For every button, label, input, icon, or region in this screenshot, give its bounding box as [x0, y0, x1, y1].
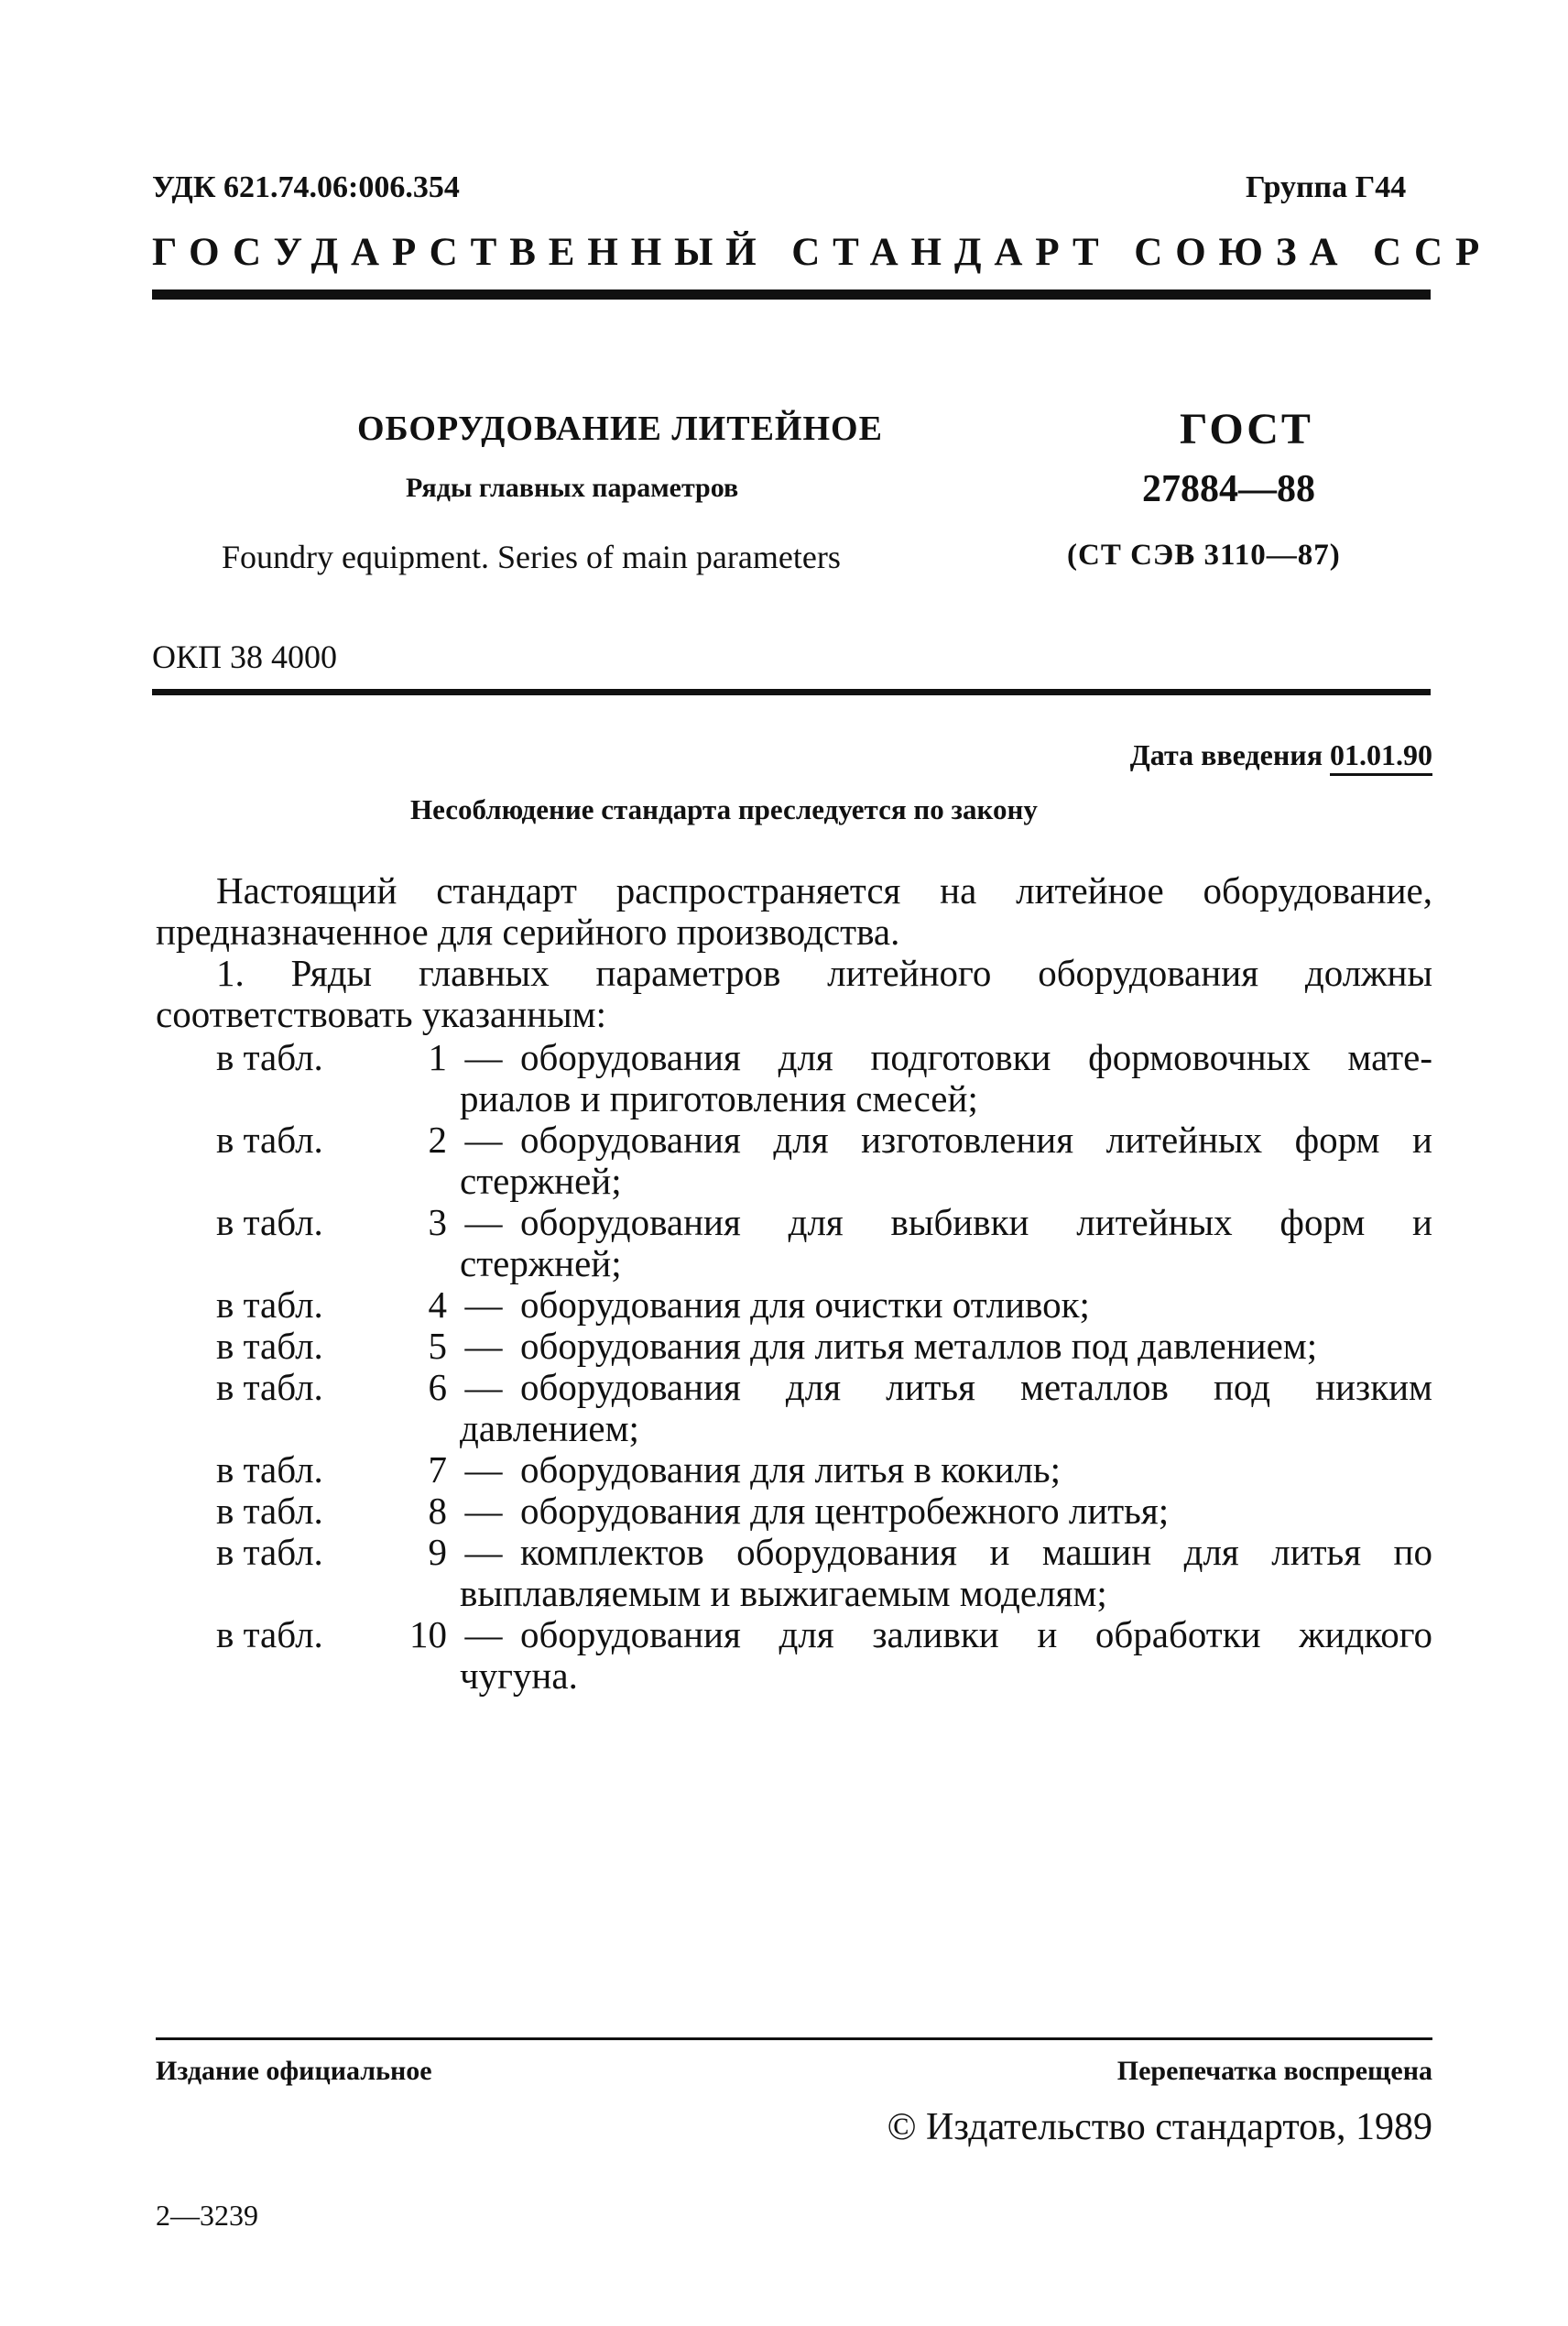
table-list-item-dash: —	[464, 1036, 503, 1078]
table-list-item-number: 4	[428, 1283, 447, 1326]
table-list-item-label: в табл.	[216, 1201, 323, 1243]
table-list-item-continuation: выплавляемым и выжигаемым моделям;	[460, 1572, 1107, 1614]
table-list-item-label: в табл.	[216, 1325, 323, 1367]
table-list-item-label: в табл.	[216, 1366, 323, 1408]
table-list-item-text: оборудования для подготовки формовочных мате-	[520, 1036, 1432, 1078]
table-list-item-text: оборудования для заливки и обработки жидкого	[520, 1613, 1432, 1655]
table-list-item-dash: —	[464, 1283, 503, 1326]
header-rule	[152, 289, 1431, 300]
table-list-item-number: 6	[428, 1366, 447, 1408]
intro-date-value: 01.01.90	[1330, 738, 1432, 776]
body-text	[156, 870, 1432, 1035]
table-list-item-dash: —	[464, 1366, 503, 1408]
table-list-item	[156, 1202, 1432, 1243]
clause-1: 1. Ряды главных параметров литейного оборудования должны соответствовать указанным:	[156, 952, 1432, 1035]
table-list-item-number: 8	[428, 1490, 447, 1532]
table-list-item-label: в табл.	[216, 1036, 323, 1078]
table-list-item-number: 5	[428, 1325, 447, 1367]
table-list-item	[156, 1037, 1432, 1078]
table-list-item-continuation: риалов и приготовления смесей;	[460, 1077, 978, 1119]
table-list-item-dash: —	[464, 1448, 503, 1491]
table-list-item-continuation: стержней;	[460, 1242, 622, 1284]
table-list-item-dash: —	[464, 1201, 503, 1243]
table-list-item-text: оборудования для изготовления литейных форм и	[520, 1119, 1432, 1161]
table-list-item-text: оборудования для выбивки литейных форм и	[520, 1201, 1432, 1243]
table-list-item-dash: —	[464, 1490, 503, 1532]
table-list-item-dash: —	[464, 1119, 503, 1161]
table-list-item-text: комплектов оборудования и машин для литья по	[520, 1531, 1432, 1573]
table-list-item-label: в табл.	[216, 1490, 323, 1532]
table-list-item-continuation: чугуна.	[460, 1654, 578, 1697]
document-subtitle: Ряды главных параметров	[406, 473, 739, 503]
legal-notice: Несоблюдение стандарта преследуется по закону	[410, 793, 1038, 825]
udk-code: УДК 621.74.06:006.354	[152, 170, 460, 204]
table-list-item-text: оборудования для литья в кокиль;	[520, 1448, 1062, 1491]
table-list-item-label: в табл.	[216, 1283, 323, 1326]
table-list-item-number: 2	[428, 1119, 447, 1161]
table-list-item-number: 9	[428, 1531, 447, 1573]
table-list-item-label: в табл.	[216, 1531, 323, 1573]
table-list-item-text: оборудования для литья металлов под низким	[520, 1366, 1432, 1408]
intro-date	[1130, 738, 1432, 772]
okp-code: ОКП 38 4000	[152, 639, 338, 675]
copyright-notice: © Издательство стандартов, 1989	[887, 2106, 1432, 2148]
table-list-item	[156, 1491, 1432, 1532]
st-sev-reference: (СТ СЭВ 3110—87)	[1067, 539, 1341, 572]
reprint-notice: Перепечатка воспрещена	[1116, 2056, 1432, 2086]
gost-label: ГОСТ	[1180, 405, 1313, 453]
okp-rule	[152, 689, 1431, 695]
table-list-item-continuation: стержней;	[460, 1160, 622, 1202]
intro-paragraph: Настоящий стандарт распространяется на литейное оборудование, предназначенное для серийного производства.	[156, 869, 1432, 953]
group-code: Группа Г44	[1246, 170, 1407, 204]
document-title: ОБОРУДОВАНИЕ ЛИТЕЙНОЕ	[357, 410, 883, 448]
table-list-item-number: 10	[409, 1613, 447, 1655]
table-list-item-label: в табл.	[216, 1448, 323, 1491]
table-list-item-dash: —	[464, 1531, 503, 1573]
table-list-item-number: 7	[428, 1448, 447, 1491]
table-list-item-text: оборудования для центробежного литья;	[520, 1490, 1170, 1532]
table-list-item	[156, 1614, 1432, 1655]
footer-rule	[156, 2037, 1432, 2040]
edition-label: Издание официальное	[156, 2056, 432, 2086]
table-list-item-dash: —	[464, 1613, 503, 1655]
table-list-item-number: 3	[428, 1201, 447, 1243]
table-list-item-text: оборудования для очистки отливок;	[520, 1283, 1090, 1326]
table-list-item	[156, 1532, 1432, 1573]
table-list-item	[156, 1284, 1432, 1326]
intro-date-label: Дата введения	[1129, 738, 1323, 771]
english-title: Foundry equipment. Series of main parameters	[222, 539, 841, 575]
table-list-item-continuation: давлением;	[460, 1407, 639, 1449]
table-list-item-number: 1	[428, 1036, 447, 1078]
table-list-item-text: оборудования для литья металлов под давлением;	[520, 1325, 1318, 1367]
table-list-item	[156, 1326, 1432, 1367]
table-list-item	[156, 1367, 1432, 1408]
table-list-item-label: в табл.	[216, 1613, 323, 1655]
table-list-item-dash: —	[464, 1325, 503, 1367]
table-list-item	[156, 1119, 1432, 1161]
state-standard-heading: ГОСУДАРСТВЕННЫЙ СТАНДАРТ СОЮЗА ССР	[152, 231, 1493, 274]
gost-number: 27884—88	[1142, 468, 1315, 510]
table-list-item	[156, 1449, 1432, 1491]
print-code: 2—3239	[156, 2199, 258, 2232]
table-list-item-label: в табл.	[216, 1119, 323, 1161]
table-list	[156, 1037, 1432, 1697]
